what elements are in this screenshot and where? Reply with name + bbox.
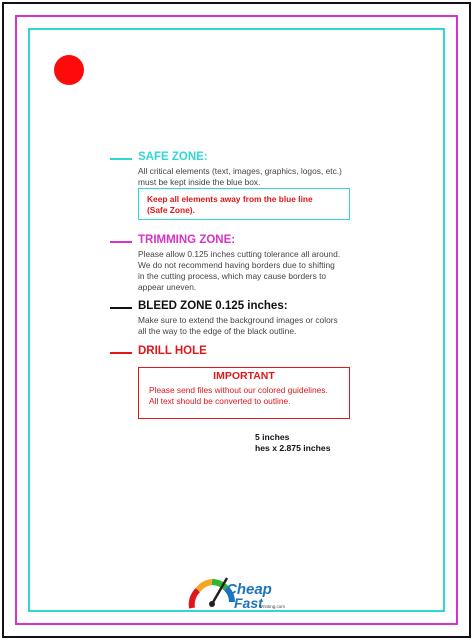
trim-zone-description: Please allow 0.125 inches cutting tolerance all around. We do not recommend having borders due to shifting in the cutting process, which may cause borders to appear uneven.: [138, 249, 341, 292]
important-title: IMPORTANT: [213, 370, 275, 382]
logo-word-printing: Printing.com: [260, 604, 286, 609]
drill-hole-swatch: [110, 352, 132, 354]
safe-zone-description: All critical elements (text, images, graphics, logos, etc.) must be kept inside the blue box.: [138, 166, 342, 187]
trim-zone-title: TRIMMING ZONE:: [138, 234, 236, 246]
bleed-zone-description: Make sure to extend the background images or colors all the way to the edge of the black outline.: [138, 315, 338, 336]
spec-line-2: hes x 2.875 inches: [255, 443, 331, 453]
safe-zone-callout: Keep all elements away from the blue line (Safe Zone).: [138, 188, 350, 220]
cheapfast-logo: [182, 566, 302, 616]
safe-zone-swatch: [110, 158, 132, 160]
spec-line-1: 5 inches: [255, 432, 290, 442]
bleed-zone-title: BLEED ZONE 0.125 inches:: [138, 300, 288, 312]
bleed-zone-swatch: [110, 307, 132, 309]
trim-zone-swatch: [110, 241, 132, 243]
drill-hole-title: DRILL HOLE: [138, 345, 207, 357]
logo-word-fast: Fast: [234, 595, 263, 611]
important-text: Please send files without our colored guidelines. All text should be converted to outline.: [149, 385, 328, 406]
safe-zone-title: SAFE ZONE:: [138, 151, 208, 163]
logo-word-cheap: Cheap: [226, 581, 272, 598]
important-notice: [138, 367, 350, 419]
drill-hole-marker: [54, 55, 84, 85]
